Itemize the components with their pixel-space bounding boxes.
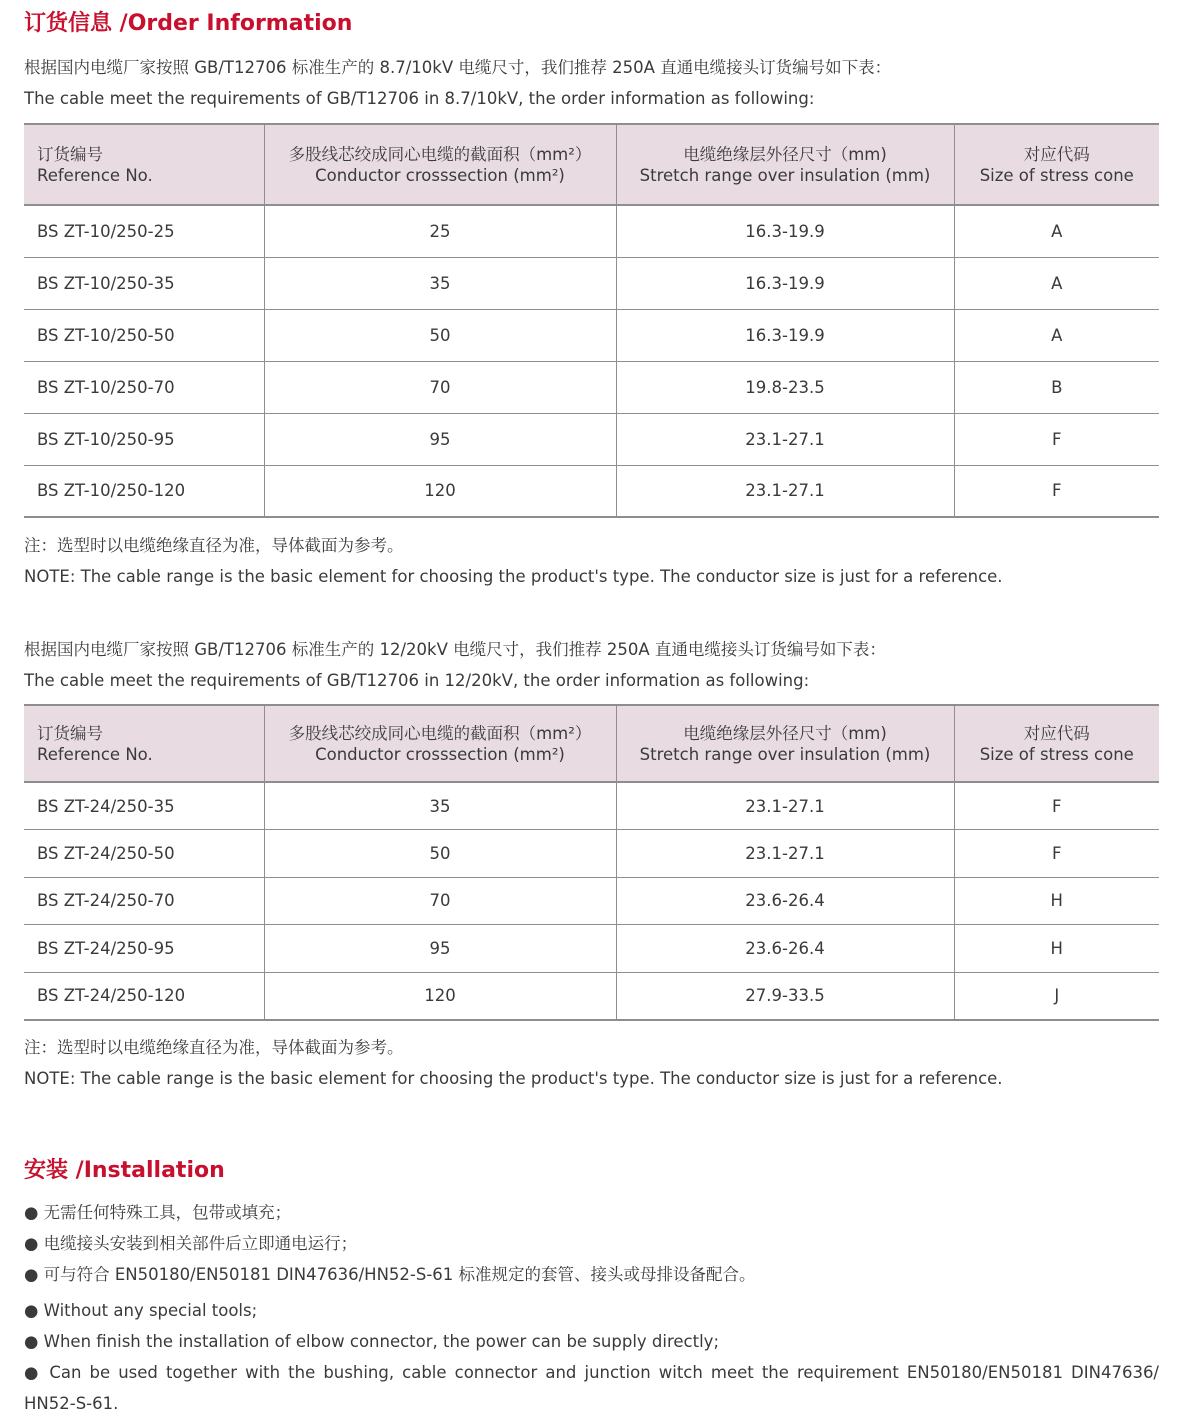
header-stress-cone: 对应代码 Size of stress cone bbox=[954, 124, 1159, 205]
range-cell: 16.3-19.9 bbox=[616, 205, 954, 257]
range-cell: 23.6-26.4 bbox=[616, 925, 954, 973]
table-row bbox=[24, 925, 1159, 973]
section1-intro-en: The cable meet the requirements of GB/T12706 in 8.7/10kV, the order information as following: bbox=[24, 89, 815, 108]
conductor-cell: 25 bbox=[264, 205, 616, 257]
section1-note-cn: 注：选型时以电缆绝缘直径为准，导体截面为参考。 bbox=[24, 536, 404, 555]
header-insulation-range: 电缆绝缘层外径尺寸（mm) Stretch range over insulation (mm) bbox=[616, 705, 954, 782]
conductor-cell: 50 bbox=[264, 830, 616, 878]
reference-cell: BS ZT-24/250-50 bbox=[24, 830, 264, 878]
installation-heading: 安装 /Installation bbox=[24, 1158, 225, 1183]
code-cell: F bbox=[954, 830, 1159, 878]
reference-cell: BS ZT-10/250-25 bbox=[24, 205, 264, 257]
header-reference: 订货编号 Reference No. bbox=[24, 124, 264, 205]
conductor-cell: 35 bbox=[264, 782, 616, 830]
section2-intro-en: The cable meet the requirements of GB/T12706 in 12/20kV, the order information as following: bbox=[24, 671, 810, 690]
header-conductor: 多股线芯绞成同心电缆的截面积（mm²） Conductor crosssection (mm²) bbox=[264, 124, 616, 205]
range-cell: 23.6-26.4 bbox=[616, 877, 954, 925]
section2-note-cn: 注：选型时以电缆绝缘直径为准，导体截面为参考。 bbox=[24, 1038, 404, 1057]
range-cell: 16.3-19.9 bbox=[616, 257, 954, 309]
install-item-en-3-continued: HN52-S-61. bbox=[24, 1394, 119, 1413]
table-row bbox=[24, 465, 1159, 517]
code-cell: A bbox=[954, 309, 1159, 361]
conductor-cell: 95 bbox=[264, 413, 616, 465]
range-cell: 23.1-27.1 bbox=[616, 782, 954, 830]
reference-cell: BS ZT-10/250-70 bbox=[24, 361, 264, 413]
code-cell: B bbox=[954, 361, 1159, 413]
conductor-cell: 120 bbox=[264, 465, 616, 517]
table-header-row bbox=[24, 124, 1159, 205]
install-item-cn-1: ● 无需任何特殊工具，包带或填充； bbox=[24, 1203, 292, 1222]
order-information-heading: 订货信息 /Order Information bbox=[24, 11, 353, 36]
section1-note-en: NOTE: The cable range is the basic element for choosing the product's type. The conductor size is just for a reference. bbox=[24, 567, 1003, 586]
range-cell: 23.1-27.1 bbox=[616, 465, 954, 517]
code-cell: A bbox=[954, 257, 1159, 309]
reference-cell: BS ZT-24/250-95 bbox=[24, 925, 264, 973]
code-cell: F bbox=[954, 782, 1159, 830]
header-stress-cone: 对应代码 Size of stress cone bbox=[954, 705, 1159, 782]
code-cell: F bbox=[954, 413, 1159, 465]
table-row bbox=[24, 205, 1159, 257]
range-cell: 23.1-27.1 bbox=[616, 830, 954, 878]
table-header-row bbox=[24, 705, 1159, 782]
table-row bbox=[24, 782, 1159, 830]
section2-intro-cn: 根据国内电缆厂家按照 GB/T12706 标准生产的 12/20kV 电缆尺寸，我们推荐 250A 直通电缆接头订货编号如下表： bbox=[24, 640, 886, 659]
reference-cell: BS ZT-10/250-35 bbox=[24, 257, 264, 309]
range-cell: 23.1-27.1 bbox=[616, 413, 954, 465]
reference-cell: BS ZT-24/250-120 bbox=[24, 972, 264, 1020]
conductor-cell: 50 bbox=[264, 309, 616, 361]
reference-cell: BS ZT-24/250-35 bbox=[24, 782, 264, 830]
reference-cell: BS ZT-10/250-50 bbox=[24, 309, 264, 361]
table-row bbox=[24, 309, 1159, 361]
code-cell: J bbox=[954, 972, 1159, 1020]
table-row bbox=[24, 361, 1159, 413]
install-item-cn-2: ● 电缆接头安装到相关部件后立即通电运行； bbox=[24, 1234, 358, 1253]
conductor-cell: 95 bbox=[264, 925, 616, 973]
section1-intro-cn: 根据国内电缆厂家按照 GB/T12706 标准生产的 8.7/10kV 电缆尺寸，我们推荐 250A 直通电缆接头订货编号如下表： bbox=[24, 58, 892, 77]
section2-note-en: NOTE: The cable range is the basic element for choosing the product's type. The conductor size is just for a reference. bbox=[24, 1069, 1003, 1088]
install-item-cn-3: ● 可与符合 EN50180/EN50181 DIN47636/HN52-S-61 标准规定的套管、接头或母排设备配合。 bbox=[24, 1265, 756, 1284]
code-cell: H bbox=[954, 925, 1159, 973]
range-cell: 16.3-19.9 bbox=[616, 309, 954, 361]
header-reference: 订货编号 Reference No. bbox=[24, 705, 264, 782]
order-table-20kv bbox=[24, 704, 1159, 1021]
install-item-en-3: ● Can be used together with the bushing, cable connector and junction witch meet the requirement EN50180/EN50181 DIN47636/ bbox=[24, 1363, 1159, 1382]
range-cell: 19.8-23.5 bbox=[616, 361, 954, 413]
header-conductor: 多股线芯绞成同心电缆的截面积（mm²） Conductor crosssection (mm²) bbox=[264, 705, 616, 782]
conductor-cell: 35 bbox=[264, 257, 616, 309]
table-row bbox=[24, 877, 1159, 925]
reference-cell: BS ZT-10/250-95 bbox=[24, 413, 264, 465]
table-row bbox=[24, 830, 1159, 878]
header-insulation-range: 电缆绝缘层外径尺寸（mm) Stretch range over insulation (mm) bbox=[616, 124, 954, 205]
conductor-cell: 70 bbox=[264, 877, 616, 925]
table-row bbox=[24, 257, 1159, 309]
install-item-en-1: ● Without any special tools; bbox=[24, 1301, 258, 1320]
reference-cell: BS ZT-24/250-70 bbox=[24, 877, 264, 925]
code-cell: F bbox=[954, 465, 1159, 517]
conductor-cell: 120 bbox=[264, 972, 616, 1020]
table-row bbox=[24, 972, 1159, 1020]
range-cell: 27.9-33.5 bbox=[616, 972, 954, 1020]
install-item-en-2: ● When finish the installation of elbow connector, the power can be supply directly; bbox=[24, 1332, 720, 1351]
code-cell: A bbox=[954, 205, 1159, 257]
table-row bbox=[24, 413, 1159, 465]
code-cell: H bbox=[954, 877, 1159, 925]
reference-cell: BS ZT-10/250-120 bbox=[24, 465, 264, 517]
conductor-cell: 70 bbox=[264, 361, 616, 413]
order-table-10kv bbox=[24, 123, 1159, 518]
